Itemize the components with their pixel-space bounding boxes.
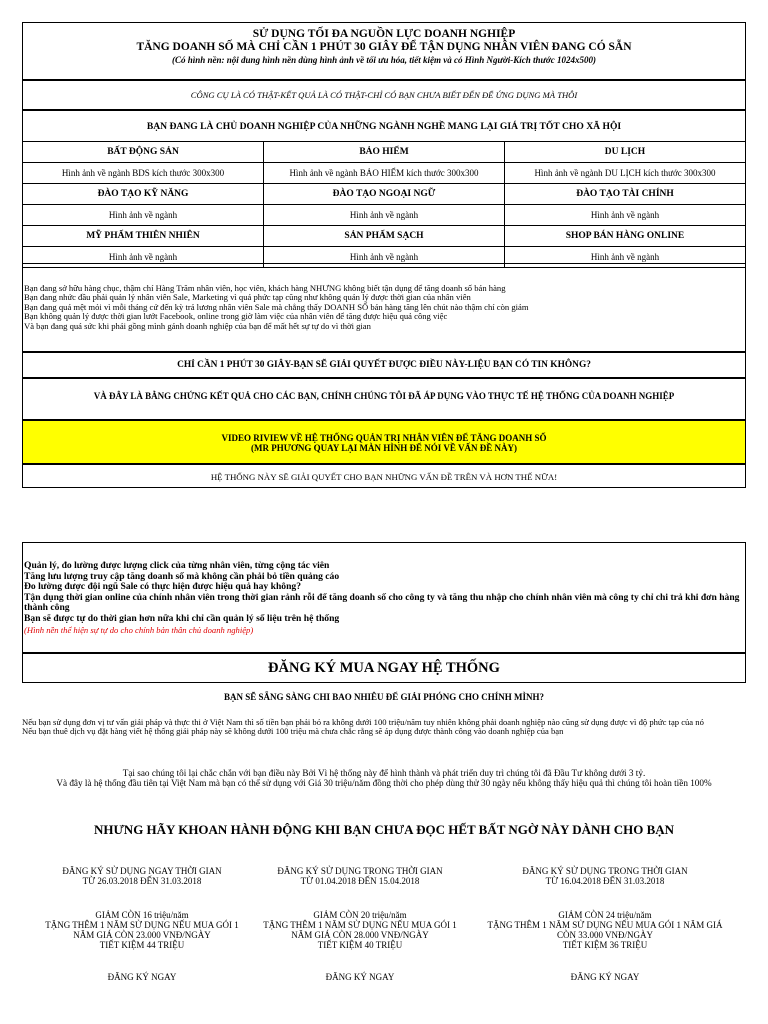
register-now-button[interactable]: ĐĂNG KÝ NGAY [107, 972, 177, 982]
plan-price: GIẢM CÒN 16 triệu/năm [95, 910, 189, 920]
plan-bonus: TẶNG THÊM 1 NĂM SỬ DỤNG NẾU MUA GÓI 1 NĂM GIÁ [487, 920, 723, 930]
owner-heading-box [22, 110, 746, 142]
certainty-line: Tại sao chúng tôi lại chắc chắn với bạn điều này Bởi Vì hệ thống này để hình thành và phát triển duy trì chúng tôi đã Đầu Tư không dưới 3 tỷ. [122, 768, 646, 778]
benefit-item: Đo lường được đội ngũ Sale có thực hiện được hiệu quả hay không? [24, 581, 302, 593]
pain-point: Bạn đang sở hữu hàng chục, thậm chí Hàng Trăm nhân viên, học viên, khách hàng NHƯNG không biết tận dụng để tăng doanh số bán hàng [24, 283, 506, 293]
video-box[interactable] [22, 420, 746, 464]
plan-price: GIẢM CÒN 20 triệu/năm [313, 910, 407, 920]
industry-image-placeholder: Hình ảnh về ngành [23, 247, 264, 268]
urgency-heading: NHƯNG HÃY KHOAN HÀNH ĐỘNG KHI BẠN CHƯA ĐỌC HẾT BẤT NGỜ NÀY DÀNH CHO BẠN [93, 822, 675, 837]
plan-saving: TIẾT KIỆM 44 TRIỆU [99, 940, 185, 950]
industry-image-placeholder: Hình ảnh về ngành [264, 247, 505, 268]
benefits-box [22, 542, 746, 653]
industry-skills-training: ĐÀO TẠO KỸ NĂNG [23, 184, 264, 205]
industry-image-placeholder: Hình ảnh về ngành [505, 205, 746, 226]
certainty-line: Và đây là hệ thống đầu tiên tại Việt Nam mà bạn có thể sử dụng với Giá 30 triệu/năm đồng thời cho phép dùng thử 30 ngày nếu không thấy hiệu quả thì chúng tôi hoàn tiền 100% [56, 778, 712, 789]
plan-period-dates: TỪ 16.04.2018 ĐẾN 31.03.2018 [545, 876, 665, 886]
industry-finance-training: ĐÀO TẠO TÀI CHÍNH [505, 184, 746, 205]
plan-daily-price: NĂM GIÁ CÒN 23.000 VNĐ/NGÀY [73, 930, 211, 940]
industry-language-training: ĐÀO TẠO NGOẠI NGỮ [264, 184, 505, 205]
solves-text: HỆ THỐNG NÀY SẼ GIẢI QUYẾT CHO BẠN NHỮNG VẤN ĐỀ TRÊN VÀ HƠN THẾ NỮA! [210, 472, 558, 482]
register-now-button[interactable]: ĐĂNG KÝ NGAY [570, 972, 640, 982]
plan-daily-price: CÒN 33.000 VNĐ/NGÀY [556, 930, 654, 940]
benefit-item: Tận dụng thời gian online của chính nhân viên trong thời gian rảnh rỗi để tăng doanh số cho công ty và tăng thu nhập cho chính nhân viên mà công ty chỉ chi trả khi đơn hàng thành công [24, 591, 740, 614]
industry-insurance: BẢO HIỂM [264, 142, 505, 163]
header-box [22, 22, 746, 80]
proof-text: VÀ ĐÂY LÀ BẰNG CHỨNG KẾT QUẢ CHO CÁC BẠN, CHÍNH CHÚNG TÔI ĐÃ ÁP DỤNG VÀO THỰC TẾ HỆ THỐNG CỦA DOANH NGHIỆP [93, 391, 675, 401]
certainty-paragraph [42, 768, 726, 789]
plan-saving: TIẾT KIỆM 36 TRIỆU [562, 940, 648, 950]
pain-points-list [24, 284, 742, 331]
industry-clean-products: SẢN PHẨM SẠCH [264, 226, 505, 247]
plan-column-3 [480, 866, 730, 982]
industry-travel: DU LỊCH [505, 142, 746, 163]
plan-period-dates: TỪ 01.04.2018 ĐẾN 15.04.2018 [300, 876, 420, 886]
plan-daily-price: NĂM GIÁ CÒN 28.000 VNĐ/NGÀY [291, 930, 429, 940]
industry-image-placeholder: Hình ảnh về ngành [505, 247, 746, 268]
benefit-item: Bạn sẽ được tự do thời gian hơn nữa khi chỉ cần quản lý số liệu trên hệ thống [24, 612, 340, 624]
solves-box [22, 464, 746, 488]
pain-point: Bạn đang quá mệt mỏi vì mỗi tháng cứ đến kỳ trả lương nhân viên Sale mà chẳng thấy DOANH SỐ bán hàng tăng lên chút nào thậm chí còn giảm [24, 301, 529, 312]
benefit-item: Quản lý, đo lường được lượng click của từng nhân viên, từng cộng tác viên [24, 560, 330, 571]
pain-point: Bạn đang nhức đầu phải quản lý nhân viên Sale, Marketing vì quá phức tạp cũng như không quản lý được thời gian của nhân viên [24, 292, 471, 303]
video-title: VIDEO RIVIEW VỀ HỆ THỐNG QUẢN TRỊ NHÂN VIÊN ĐỂ TĂNG DOANH SỐ [221, 433, 547, 443]
pain-points-box [22, 263, 746, 352]
header-line1: SỬ DỤNG TỐI ĐA NGUỒN LỰC DOANH NGHIỆP [252, 28, 516, 40]
tagline-box [22, 80, 746, 110]
benefit-item: Tăng lưu lượng truy cập tăng doanh số mà không cần phải bỏ tiền quảng cáo [24, 570, 340, 582]
header-note: (Có hình nền: nội dung hình nền dùng hình ảnh về tối ưu hóa, tiết kiệm và có Hình Người-Kích thước 1024x500) [172, 55, 596, 65]
industries-table [22, 141, 746, 268]
industry-image-placeholder: Hình ảnh về ngành [23, 205, 264, 226]
plan-column-2 [240, 866, 480, 982]
cost-paragraph [22, 718, 746, 737]
proof-box [22, 378, 746, 420]
register-heading: ĐĂNG KÝ MUA NGAY HỆ THỐNG [268, 660, 500, 676]
industry-online-shop: SHOP BÁN HÀNG ONLINE [505, 226, 746, 247]
cost-line: Nếu bạn sử dụng đơn vị tư vấn giải pháp và thực thi ở Việt Nam thì số tiền bạn phải bỏ ra không dưới 100 triệu/năm tuy nhiên không phải doanh nghiệp nào cũng sử dụng được vì độ phức tạp của nó [22, 717, 704, 727]
owner-heading: BẠN ĐANG LÀ CHỦ DOANH NGHIỆP CỦA NHỮNG NGÀNH NGHỀ MANG LẠI GIÁ TRỊ TỐT CHO XÃ HỘI [146, 121, 622, 132]
plan-period-label: ĐĂNG KÝ SỬ DỤNG NGAY THỜI GIAN [62, 866, 222, 876]
industry-real-estate: BẤT ĐỘNG SẢN [23, 142, 264, 163]
video-subtitle: (MR PHƯƠNG QUAY LẠI MÀN HÌNH ĐỂ NÓI VỀ VẤN ĐỀ NÀY) [251, 443, 517, 453]
industry-natural-cosmetics: MỸ PHẨM THIÊN NHIÊN [23, 226, 264, 247]
benefit-note: (Hình nền thể hiện sự tự do cho chính bản thân chủ doanh nghiệp) [24, 624, 254, 635]
cost-line: Nếu bạn thuê dịch vụ đặt hàng viết hệ thống giải pháp này sẽ không dưới 100 triệu mà chưa chắc rằng sẽ áp dụng được thành công vào doanh nghiệp của bạn [22, 726, 564, 737]
benefits-list [24, 561, 742, 635]
plan-period-label: ĐĂNG KÝ SỬ DỤNG TRONG THỜI GIAN [277, 866, 443, 876]
industry-image-placeholder: Hình ảnh về ngành DU LỊCH kích thước 300x300 [505, 163, 746, 184]
plan-bonus: TẶNG THÊM 1 NĂM SỬ DỤNG NẾU MUA GÓI 1 [45, 920, 239, 930]
free-question: BẠN SẼ SẴNG SÀNG CHI BAO NHIÊU ĐỂ GIẢI PHÓNG CHO CHÍNH MÌNH? [223, 692, 545, 702]
plan-column-1 [22, 866, 262, 982]
register-heading-box [22, 653, 746, 683]
question-box [22, 352, 746, 378]
tagline: CÔNG CỤ LÀ CÓ THẬT-KẾT QUẢ LÀ CÓ THẬT-CHỈ CÓ BẠN CHƯA BIẾT ĐẾN ĐỂ ỨNG DỤNG MÀ THÔI [190, 90, 578, 100]
plan-saving: TIẾT KIỆM 40 TRIỆU [317, 940, 403, 950]
question-text: CHỈ CẦN 1 PHÚT 30 GIÂY-BẠN SẼ GIẢI QUYẾT ĐƯỢC ĐIỀU NÀY-LIỆU BẠN CÓ TIN KHÔNG? [177, 360, 591, 370]
pain-point: Và bạn đang quá sức khi phải gồng mình gánh doanh nghiệp của bạn để mất hết sự tự do vì thời gian [24, 320, 371, 331]
plan-price: GIẢM CÒN 24 triệu/năm [558, 910, 652, 920]
industry-image-placeholder: Hình ảnh về ngành [264, 205, 505, 226]
pain-point: Bạn không quản lý được thời gian lướt Facebook, online trong giờ làm việc của nhân viên để tăng được hiệu quả công việc [24, 311, 448, 322]
plan-period-label: ĐĂNG KÝ SỬ DỤNG TRONG THỜI GIAN [522, 866, 688, 876]
industry-image-placeholder: Hình ảnh về ngành BẢO HIỂM kích thước 300x300 [264, 163, 505, 184]
plan-period-dates: TỪ 26.03.2018 ĐẾN 31.03.2018 [82, 876, 202, 886]
register-now-button[interactable]: ĐĂNG KÝ NGAY [325, 972, 395, 982]
header-line2: TĂNG DOANH SỐ MÀ CHỈ CẦN 1 PHÚT 30 GIÂY ĐỂ TẬN DỤNG NHÂN VIÊN ĐANG CÓ SẴN [136, 41, 632, 53]
plan-bonus: TẶNG THÊM 1 NĂM SỬ DỤNG NẾU MUA GÓI 1 [263, 920, 457, 930]
industry-image-placeholder: Hình ảnh về ngành BDS kích thước 300x300 [23, 163, 264, 184]
